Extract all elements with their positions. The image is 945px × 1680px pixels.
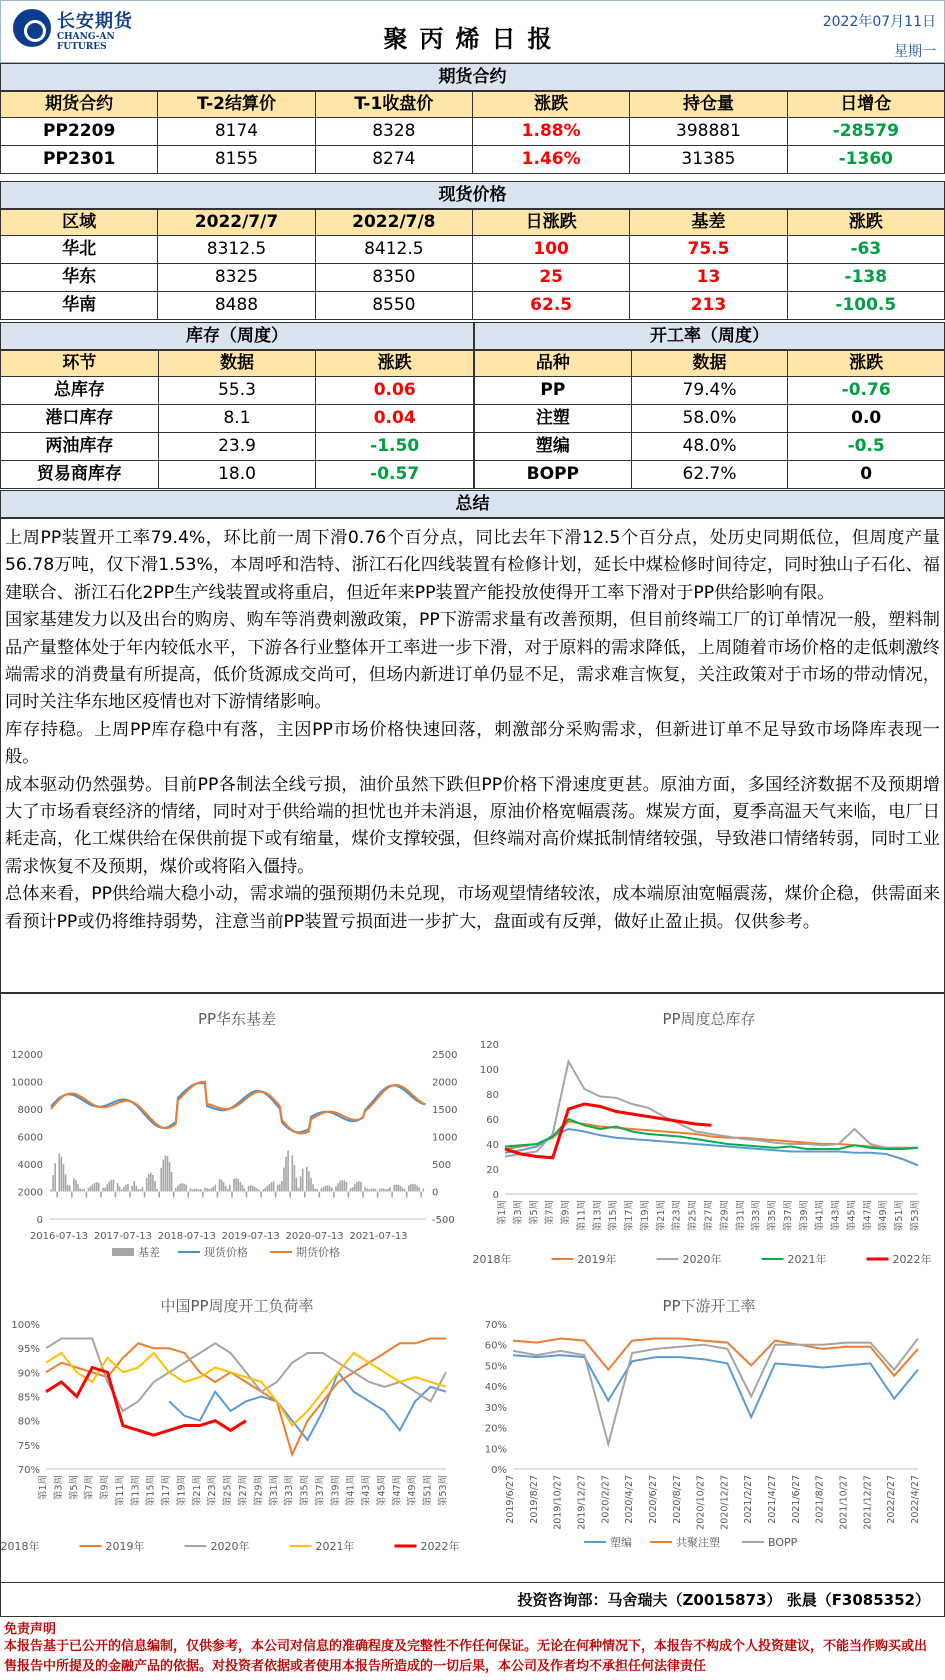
legend-label: 2022年 [420, 1540, 460, 1553]
change-cell: 100 [473, 236, 630, 263]
x-tick-label: 2021/12/27 [862, 1475, 874, 1530]
table-cell: 塑编 [475, 433, 632, 460]
chart-title: 中国PP周度开工负荷率 [160, 1297, 314, 1315]
table-cell: 两油库存 [1, 433, 159, 460]
legend-label: 2020年 [682, 1253, 722, 1266]
x-tick-label: 2016-07-13 [29, 1231, 89, 1242]
legend-label: 2019年 [105, 1540, 145, 1553]
y2-tick-label: 1500 [432, 1105, 458, 1116]
operating-section-title: 开工率（周度） [474, 322, 945, 350]
table-row [0, 292, 945, 320]
x-tick-label: 2017-07-13 [93, 1231, 152, 1242]
x-tick-label: 2020/8/27 [671, 1475, 683, 1524]
spot-section-title: 现货价格 [0, 181, 945, 209]
x-tick-label: 第21周 [655, 1200, 667, 1232]
change-cell: -0.5 [847, 436, 885, 456]
x-tick-label: 第3周 [512, 1200, 524, 1226]
table-cell: 58.0% [632, 405, 789, 432]
x-tick-label: 2021/4/27 [767, 1475, 779, 1524]
summary-section-title: 总结 [0, 490, 945, 518]
table-row [0, 461, 474, 489]
x-tick-label: 第31周 [268, 1475, 280, 1507]
table-cell: 8328 [316, 118, 473, 145]
change-cell: -1360 [838, 149, 893, 169]
x-tick-label: 2021/6/27 [790, 1475, 802, 1524]
change-cell: -28579 [832, 121, 899, 141]
summary-paragraph: 国家基建发力以及出台的购房、购车等消费刺激政策，PP下游需求量有改善预期，但目前终端工厂的订单情况一般，塑料制品产量整体处于年内较低水平，下游各行业整体开工率进一步下滑，对于原料的需求降低，上周随着市场价格的走低刺激终端需求的消费量有所提高，低价货源成交尚可，但场内新进订单仍显不足，需求难言恢复，关注政策对于市场的带动情况，同时关注华东地区疫情也对下游情绪影响。 [5, 610, 940, 713]
legend-label: 2020年 [210, 1540, 250, 1553]
x-tick-label: 2020/4/27 [624, 1475, 636, 1524]
summary-paragraph: 上周PP装置开工率79.4%，环比前一周下滑0.76个百分点，同比去年下滑12.5个百分点，处历史同期低位，但周度产量56.78万吨，仅下滑1.53%，本周呼和浩特、浙江石化四线装置有检修计划，延长中煤检修时间待定，同时独山子石化、福建联合、浙江石化2PP生产线装置或将重启，但近年来PP装置产能投放使得开工率下滑对于PP供给影响有限。 [5, 528, 940, 603]
x-tick-label: 第35周 [299, 1475, 311, 1507]
summary-paragraph: 库存持稳。上周PP库存稳中有落，主因PP市场价格快速回落，刺激部分采购需求，但新进订单不足导致市场降库表现一般。 [5, 719, 940, 768]
legend-label: 基差 [138, 1246, 160, 1259]
table-row [0, 146, 945, 174]
y2-tick-label: 2500 [432, 1050, 458, 1061]
table-cell: 8550 [316, 292, 473, 319]
x-tick-label: 第37周 [782, 1200, 794, 1232]
operating-header-row [474, 350, 945, 377]
change-cell: 0 [860, 464, 873, 484]
y-tick-label: 12000 [11, 1050, 43, 1061]
y-tick-label: 120 [479, 1040, 499, 1051]
x-tick-label: 第47周 [862, 1200, 874, 1232]
y-tick-label: 10% [484, 1444, 507, 1456]
y-tick-label: 90% [17, 1368, 40, 1380]
table-cell: BOPP [475, 461, 632, 488]
change-cell: -138 [844, 267, 888, 287]
x-tick-label: 第25周 [222, 1475, 234, 1507]
table-cell: 398881 [630, 118, 787, 145]
spot-col-header: 2022/7/8 [316, 210, 473, 235]
legend-label: 2021年 [787, 1253, 827, 1266]
legend-label: BOPP [768, 1536, 798, 1549]
x-tick-label: 第49周 [407, 1475, 419, 1507]
y-tick-label: 80% [17, 1416, 40, 1428]
x-tick-label: 第53周 [910, 1200, 921, 1232]
x-tick-label: 第17周 [161, 1475, 173, 1507]
spot-col-header: 日涨跌 [473, 210, 630, 235]
table-row [474, 377, 945, 405]
series-line [46, 1368, 246, 1436]
y-tick-label: 70% [17, 1465, 40, 1476]
x-tick-label: 2019/12/27 [576, 1475, 588, 1530]
table-cell: 8412.5 [316, 236, 473, 263]
x-tick-label: 第41周 [814, 1200, 826, 1232]
x-tick-label: 第47周 [391, 1475, 403, 1507]
inventory-section-title: 库存（周度） [0, 322, 474, 350]
futures-section-title: 期货合约 [0, 63, 945, 91]
series-line [46, 1339, 446, 1455]
y-tick-label: 40% [484, 1382, 507, 1394]
chart-title: PP下游开工率 [662, 1297, 756, 1315]
legend-label: 2019年 [577, 1253, 617, 1266]
report-date: 2022年07月11日 [822, 14, 936, 30]
table-row [0, 264, 945, 292]
change-cell: -63 [850, 239, 882, 259]
region-cell: 华北 [1, 236, 158, 263]
table-cell: 注塑 [475, 405, 632, 432]
table-cell: 港口库存 [1, 405, 159, 432]
y-tick-label: 2000 [17, 1187, 43, 1199]
x-tick-label: 第33周 [751, 1200, 763, 1232]
x-tick-label: 第5周 [68, 1475, 80, 1501]
futures-col-header: T-2结算价 [158, 92, 315, 117]
x-tick-label: 2019/6/27 [505, 1475, 516, 1524]
x-tick-label: 第9周 [560, 1200, 572, 1226]
change-cell: -100.5 [835, 295, 897, 315]
legend-label: 2018年 [1, 1540, 40, 1553]
basis-cell: 75.5 [630, 236, 787, 263]
y-tick-label: 75% [17, 1440, 40, 1452]
x-tick-label: 第29周 [253, 1475, 265, 1507]
x-tick-label: 第19周 [176, 1475, 188, 1507]
x-tick-label: 第1周 [38, 1475, 49, 1501]
x-tick-label: 第27周 [703, 1200, 715, 1232]
x-tick-label: 第13周 [592, 1200, 604, 1232]
series-line [505, 1104, 712, 1158]
table-cell: 8274 [316, 146, 473, 173]
report-header [0, 0, 945, 63]
y-tick-label: 20% [484, 1423, 507, 1435]
table-row [0, 433, 474, 461]
x-tick-label: 第37周 [314, 1475, 326, 1507]
chart-pp-downstream-rate [473, 1289, 945, 1584]
y-tick-label: 80 [486, 1090, 499, 1101]
futures-col-header: T-1收盘价 [316, 92, 473, 117]
basis-cell: 13 [630, 264, 787, 291]
table-cell: 8155 [158, 146, 315, 173]
futures-header-row [0, 91, 945, 118]
change-cell: 0.06 [373, 380, 416, 400]
legend-label: 共聚注塑 [676, 1536, 720, 1549]
y-tick-label: 0 [36, 1215, 43, 1226]
table-row [0, 236, 945, 264]
disclaimer-text: 本报告基于已公开的信息编制，仅供参考，本公司对信息的准确程度及完整性不作任何保证。无论在何种情况下，本报告不构成个人投资建议，不能当作购买或出售报告中所提及的金融产品的依据。对投资者依据或者使用本报告所造成的一切后果，本公司及作者均不承担任何法律责任 [4, 1639, 928, 1674]
x-tick-label: 第41周 [345, 1475, 357, 1507]
x-tick-label: 2021-07-13 [349, 1231, 408, 1242]
chart-pp-weekly-inventory [473, 994, 945, 1289]
x-tick-label: 第17周 [624, 1200, 636, 1232]
spot-header-row [0, 209, 945, 236]
y-tick-label: 0 [492, 1190, 499, 1201]
operating-col-header: 数据 [632, 351, 789, 376]
contract-cell: PP2209 [1, 118, 158, 145]
x-tick-label: 第29周 [719, 1200, 731, 1232]
x-tick-label: 第7周 [544, 1200, 556, 1226]
logo-chinese-name: 长安期货 [57, 11, 133, 32]
contact-info: 投资咨询部：马舍瑞夫（Z0015873） 张晨（F3085352） [0, 1583, 945, 1617]
inventory-col-header: 数据 [159, 351, 317, 376]
x-tick-label: 2018-07-13 [157, 1231, 216, 1242]
x-tick-label: 第23周 [671, 1200, 683, 1232]
series-line [513, 1339, 918, 1445]
change-cell: 0.04 [373, 408, 416, 428]
x-tick-label: 第19周 [639, 1200, 651, 1232]
x-tick-label: 2021/10/27 [838, 1475, 850, 1530]
x-tick-label: 第35周 [767, 1200, 779, 1232]
series-line [51, 1082, 425, 1134]
x-tick-label: 第5周 [528, 1200, 540, 1226]
table-row [0, 377, 474, 405]
y-tick-label: 95% [17, 1344, 40, 1356]
y-tick-label: 6000 [17, 1132, 43, 1144]
futures-col-header: 日增仓 [840, 94, 892, 114]
table-cell: 31385 [630, 146, 787, 173]
x-tick-label: 2019/10/27 [552, 1475, 564, 1530]
table-row [474, 433, 945, 461]
series-line [169, 1372, 446, 1440]
y2-tick-label: 2000 [432, 1077, 458, 1089]
table-cell: 62.7% [632, 461, 789, 488]
legend-label: 2021年 [315, 1540, 355, 1553]
x-tick-label: 第43周 [361, 1475, 373, 1507]
legend-label: 现货价格 [204, 1246, 248, 1259]
x-tick-label: 第27周 [238, 1475, 249, 1507]
chart-title: PP华东基差 [197, 1010, 277, 1028]
x-tick-label: 第51周 [422, 1475, 434, 1507]
y-tick-label: 30% [484, 1402, 507, 1414]
y-tick-label: 60% [484, 1340, 507, 1352]
x-tick-label: 第45周 [376, 1475, 388, 1507]
y-tick-label: 85% [17, 1392, 40, 1404]
change-cell: -0.57 [370, 464, 420, 484]
y-tick-label: 50% [484, 1361, 507, 1373]
table-cell: 8325 [158, 264, 315, 291]
x-tick-label: 第3周 [53, 1475, 65, 1501]
spot-col-header: 2022/7/7 [158, 210, 315, 235]
contract-cell: PP2301 [1, 146, 158, 173]
y-tick-label: 40 [486, 1140, 499, 1151]
x-tick-label: 2019/8/27 [528, 1475, 540, 1524]
report-weekday: 星期一 [894, 44, 936, 60]
inventory-header-row [0, 350, 474, 377]
table-cell: 48.0% [632, 433, 789, 460]
chart-pp-east-basis [1, 994, 473, 1289]
x-tick-label: 第43周 [830, 1200, 842, 1232]
table-row [0, 405, 474, 433]
futures-col-header: 期货合约 [1, 92, 158, 117]
basis-bars [51, 1151, 423, 1198]
change-cell: 62.5 [473, 292, 630, 319]
y2-tick-label: -500 [432, 1215, 455, 1226]
chart-title: PP周度总库存 [662, 1010, 756, 1028]
x-tick-label: 2021/2/27 [743, 1475, 755, 1524]
x-tick-label: 第33周 [284, 1475, 296, 1507]
report-title: 聚丙烯日报 [383, 25, 564, 53]
x-tick-label: 第53周 [438, 1475, 449, 1507]
legend-label: 期货价格 [296, 1246, 340, 1259]
y-tick-label: 20 [486, 1165, 499, 1176]
table-cell: 8488 [158, 292, 315, 319]
x-tick-label: 2022/2/27 [886, 1475, 898, 1524]
region-cell: 华南 [1, 292, 158, 319]
inventory-col-header: 涨跌 [377, 353, 412, 373]
table-row [474, 461, 945, 489]
operating-col-header: 涨跌 [849, 353, 884, 373]
legend-label: 塑编 [610, 1536, 632, 1549]
series-line [46, 1339, 446, 1412]
summary-text [0, 518, 945, 993]
x-tick-label: 第31周 [735, 1200, 747, 1232]
x-tick-label: 第15周 [145, 1475, 157, 1507]
change-cell: 1.88% [473, 118, 630, 145]
x-tick-label: 第39周 [330, 1475, 342, 1507]
x-tick-label: 第1周 [497, 1200, 508, 1226]
change-cell: -1.50 [370, 436, 420, 456]
legend-label: 2022年 [892, 1253, 932, 1266]
x-tick-label: 2020/10/27 [695, 1475, 707, 1530]
table-cell: 8312.5 [158, 236, 315, 263]
change-cell: 25 [473, 264, 630, 291]
table-row [0, 118, 945, 146]
y-tick-label: 8000 [17, 1105, 43, 1116]
change-cell: 0.0 [851, 408, 882, 428]
x-tick-label: 第9周 [99, 1475, 111, 1501]
y-tick-label: 100 [479, 1065, 499, 1076]
futures-col-header: 涨跌 [473, 92, 630, 117]
x-tick-label: 第25周 [687, 1200, 699, 1232]
legend-label: 2018年 [473, 1253, 512, 1266]
spot-col-header: 基差 [630, 210, 787, 235]
series-line [513, 1355, 918, 1417]
y-tick-label: 0% [491, 1465, 507, 1476]
y-tick-label: 10000 [11, 1077, 43, 1089]
spot-col-header: 区域 [1, 210, 158, 235]
table-cell: 贸易商库存 [1, 461, 159, 488]
x-tick-label: 第15周 [608, 1200, 620, 1232]
table-cell: 8174 [158, 118, 315, 145]
x-tick-label: 第23周 [207, 1475, 219, 1507]
change-cell: -0.76 [841, 380, 891, 400]
x-tick-label: 第11周 [114, 1475, 126, 1507]
charts-area [0, 993, 945, 1583]
operating-col-header: 品种 [475, 351, 632, 376]
x-tick-label: 第49周 [878, 1200, 890, 1232]
x-tick-label: 2019-07-13 [221, 1231, 280, 1242]
y-tick-label: 70% [484, 1320, 507, 1331]
table-cell: PP [475, 377, 632, 404]
x-tick-label: 第21周 [191, 1475, 203, 1507]
x-tick-label: 2020-07-13 [285, 1231, 344, 1242]
y-tick-label: 100% [11, 1320, 40, 1331]
y2-tick-label: 0 [432, 1187, 439, 1199]
x-tick-label: 第39周 [798, 1200, 810, 1232]
y-tick-label: 4000 [17, 1160, 43, 1171]
basis-cell: 213 [630, 292, 787, 319]
x-tick-label: 2020/2/27 [600, 1475, 612, 1524]
y-tick-label: 60 [486, 1115, 499, 1126]
legend-swatch [112, 1248, 134, 1256]
table-cell: 总库存 [1, 377, 159, 404]
y2-tick-label: 1000 [432, 1132, 458, 1144]
logo-english-name: CHANG-AN FUTURES [57, 32, 115, 52]
chart-pp-operating-rate [1, 1289, 473, 1584]
change-cell: 1.46% [473, 146, 630, 173]
y2-tick-label: 500 [432, 1160, 452, 1171]
x-tick-label: 2020/6/27 [647, 1475, 659, 1524]
spot-col-header: 涨跌 [848, 212, 883, 232]
table-cell: 8350 [316, 264, 473, 291]
table-cell: 79.4% [632, 377, 789, 404]
table-cell: 18.0 [159, 461, 317, 488]
summary-paragraph: 总体来看，PP供给端大稳小动，需求端的强预期仍未兑现，市场观望情绪较浓，成本端原油宽幅震荡，煤价企稳，供需面来看预计PP或仍将维持弱势，注意当前PP装置亏损面进一步扩大，盘面或有反弹，做好止盈止损。仅供参考。 [5, 884, 940, 932]
x-tick-label: 第13周 [130, 1475, 142, 1507]
inventory-col-header: 环节 [1, 351, 159, 376]
series-line [46, 1353, 446, 1426]
x-tick-label: 2021/8/27 [814, 1475, 826, 1524]
table-cell: 8.1 [159, 405, 317, 432]
table-cell: 55.3 [159, 377, 317, 404]
disclaimer-title: 免责声明 [4, 1622, 57, 1637]
x-tick-label: 第11周 [576, 1200, 588, 1232]
x-tick-label: 第45周 [846, 1200, 858, 1232]
table-cell: 23.9 [159, 433, 317, 460]
x-tick-label: 2020/12/27 [719, 1475, 731, 1530]
futures-col-header: 持仓量 [630, 92, 787, 117]
x-tick-label: 2022/4/27 [910, 1475, 921, 1524]
x-tick-label: 第7周 [84, 1475, 96, 1501]
table-row [474, 405, 945, 433]
summary-paragraph: 成本驱动仍然强势。目前PP各制法全线亏损，油价虽然下跌但PP价格下滑速度更甚。原油方面，多国经济数据不及预期增大了市场看衰经济的情绪，同时对于供给端的担忧也并未消退，原油价格宽幅震荡。煤炭方面，夏季高温天气来临，电厂日耗走高，化工煤供给在保供前提下或有缩量，煤价支撑较强，但终端对高价煤抵制情绪较强，导致港口情绪转弱，同时工业需求恢复不及预期，煤价或将陷入僵持。 [5, 774, 940, 877]
region-cell: 华东 [1, 264, 158, 291]
x-tick-label: 第51周 [894, 1200, 906, 1232]
